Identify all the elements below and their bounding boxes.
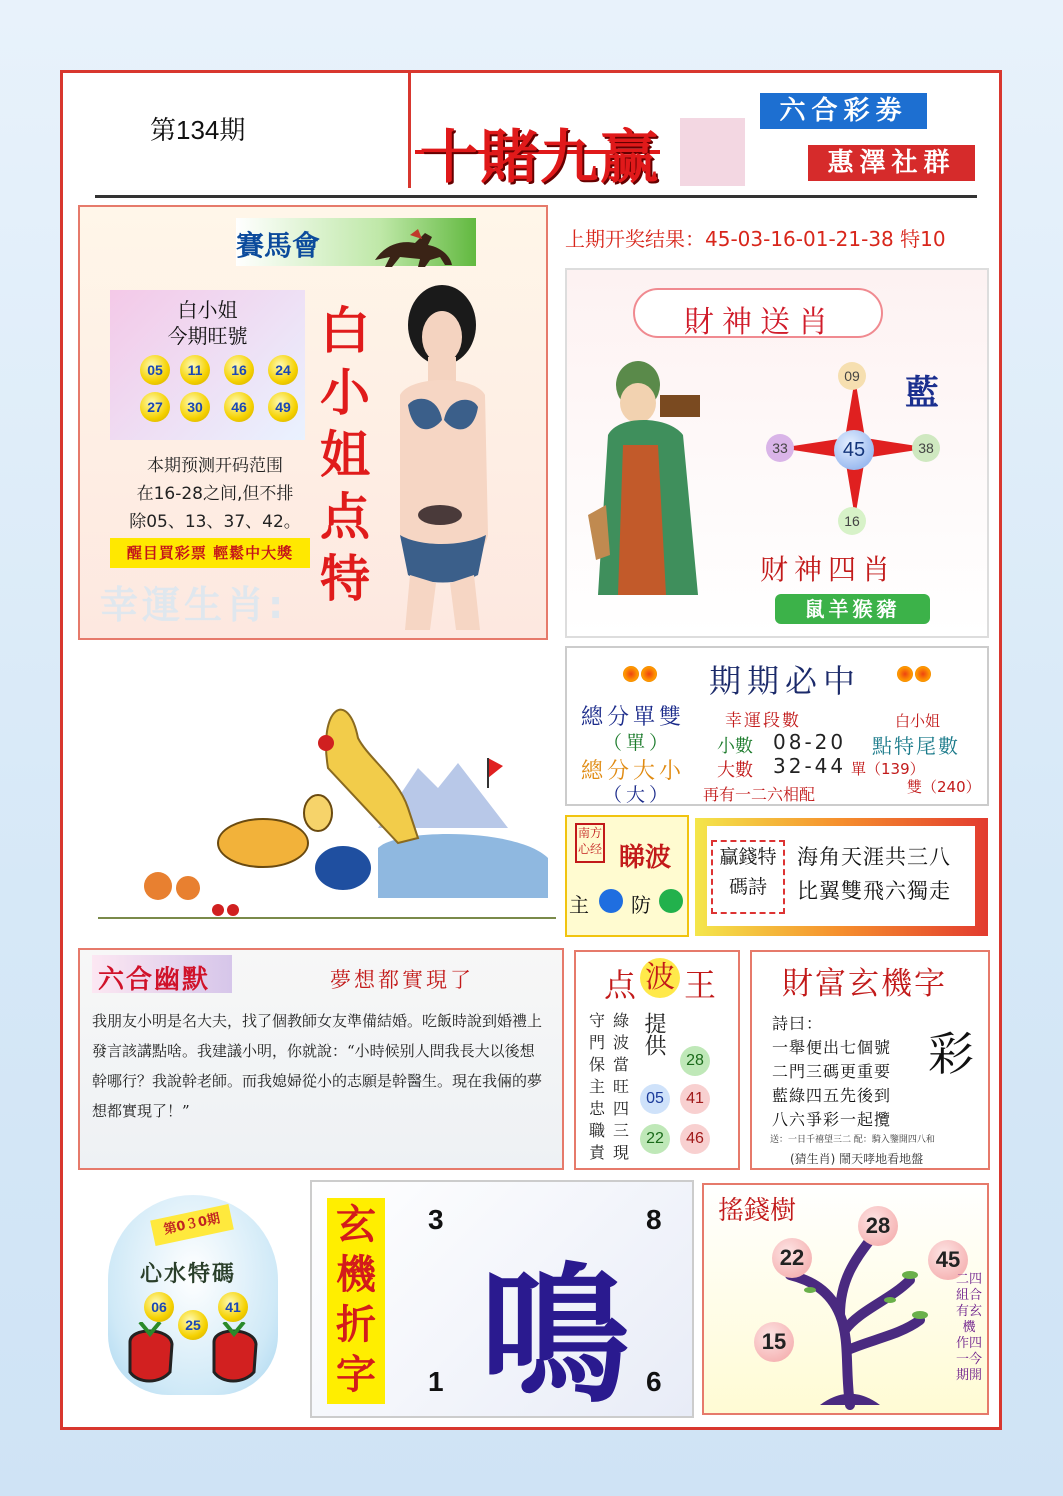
- mystery-note-2: (猜生肖) 鬧天哮地看地盤: [790, 1152, 924, 1166]
- prediction-line: 在16-28之间,但不排: [136, 484, 294, 504]
- stats-title: 期期必中: [709, 662, 862, 700]
- lucky-ball: 30: [180, 392, 210, 422]
- horse-icon: [370, 225, 470, 270]
- split-big-character: 鳴: [480, 1250, 631, 1424]
- main-label: 主: [569, 893, 589, 917]
- lucky-card-title-2: 今期旺號: [167, 324, 248, 348]
- title-decoration: [680, 118, 745, 186]
- side-char: 玄: [336, 1201, 376, 1248]
- vertical-title-char: 姐: [320, 425, 370, 484]
- heart-water-ball: 41: [218, 1292, 248, 1322]
- coin-icon: [623, 666, 639, 682]
- guard-green-ball: [659, 889, 683, 913]
- heart-water-title: 心水特碼: [140, 1261, 237, 1287]
- poem-line: 比翼雙飛六獨走: [797, 879, 951, 903]
- humor-heading: 夢想都實現了: [330, 968, 474, 992]
- mystery-poem: [772, 1012, 932, 1132]
- lucky-ball: 49: [268, 392, 298, 422]
- humor-body: 我朋友小明是名大夫，找了個教師女友準備結婚。吃飯時說到婚禮上發言該講點啥。我建議小明，你就說：“小時候别人問我長大以後想幹哪行？我說幹老師。而我媳婦從小的志願是幹醫生。現在我倆的夢想都實現了！”: [92, 1012, 543, 1120]
- bai-label: 白小姐: [895, 712, 941, 730]
- mystery-poem-line: 二門三碼更重要: [772, 1062, 892, 1081]
- double-tail-value: 雙（240）: [907, 778, 981, 796]
- odd-even-label: 總分單雙: [581, 705, 686, 730]
- badge-community: 惠澤社群: [808, 145, 975, 181]
- badge-lottery: 六合彩劵: [760, 93, 927, 129]
- vertical-title-char: 白: [320, 301, 370, 360]
- small-number-value: 08-20: [773, 730, 847, 754]
- compass-left-number: 33: [766, 434, 794, 462]
- last-draw-result: 上期开奖结果：45-03-16-01-21-38 特10: [565, 227, 946, 251]
- header-divider: [408, 70, 411, 188]
- wealth-god-banner-text: 財神送肖: [684, 305, 836, 340]
- guard-label: 防: [631, 893, 651, 917]
- mystery-big-char: 彩: [928, 1027, 974, 1081]
- four-zodiac-animals: 鼠羊猴豬: [775, 594, 930, 624]
- boxing-glove-icon: [120, 1322, 180, 1387]
- vertical-title-char: 小: [320, 363, 370, 422]
- big-number-value: 32-44: [773, 754, 847, 778]
- lucky-ball: 27: [140, 392, 170, 422]
- winning-poem-panel: [695, 818, 988, 936]
- corner-number-top-left: 3: [428, 1204, 444, 1235]
- boxing-glove-icon: [204, 1322, 264, 1387]
- luck-range-title: 幸運段數: [725, 711, 801, 731]
- coin-icon: [641, 666, 657, 682]
- money-tree-ball: 45: [928, 1240, 968, 1280]
- color-word: 藍: [905, 373, 939, 413]
- mystery-poem-line: 一舉便出七個號: [772, 1038, 892, 1057]
- four-zodiac-title: 财神四肖: [760, 553, 897, 586]
- corner-number-top-right: 8: [646, 1204, 662, 1235]
- wave-king-ball: 46: [680, 1124, 710, 1154]
- mystery-poem-intro: 詩曰：: [772, 1014, 824, 1033]
- winning-poem-text: [797, 840, 951, 908]
- odd-even-value: （單）: [603, 732, 673, 754]
- vertical-title: [320, 300, 370, 610]
- southern-tag: 南方心经: [575, 823, 605, 863]
- wave-king-offer: 提供: [641, 1012, 666, 1056]
- money-tree-ball: 22: [772, 1238, 812, 1278]
- faded-lucky-zodiac: 幸運生肖:: [100, 583, 288, 627]
- wave-king-ball: 41: [680, 1084, 710, 1114]
- vertical-title-char: 特: [320, 549, 370, 608]
- split-character-side-text: [327, 1200, 385, 1400]
- compass-bottom-number: 16: [838, 507, 866, 535]
- compass-center-number: 45: [834, 430, 874, 470]
- corner-number-bottom-right: 6: [646, 1366, 662, 1397]
- mystery-poem-line: 八六爭彩一起攬: [772, 1110, 892, 1129]
- issue-number: 第134期: [150, 115, 246, 145]
- lucky-ball: 24: [268, 355, 298, 385]
- coin-icon: [915, 666, 931, 682]
- stats-panel: [565, 646, 989, 806]
- wave-king-title-mid: 波: [640, 958, 680, 998]
- wave-watch-panel: [565, 815, 689, 937]
- main-blue-ball: [599, 889, 623, 913]
- humor-tag-text: 六合幽默: [98, 965, 211, 995]
- lucky-ball: 11: [180, 355, 210, 385]
- wave-king-ball: 05: [640, 1084, 670, 1114]
- big-number-label: 大數: [717, 760, 753, 781]
- compass-right-number: 38: [912, 434, 940, 462]
- wave-watch-title: 睇波: [619, 843, 672, 873]
- wave-king-title-left: 点: [604, 966, 637, 1004]
- money-tree-title: 搖錢樹: [718, 1196, 797, 1226]
- lucky-card-title-1: 白小姐: [177, 298, 238, 322]
- money-tree-ball: 28: [858, 1206, 898, 1246]
- small-number-label: 小數: [717, 736, 753, 757]
- wave-king-ball: 28: [680, 1046, 710, 1076]
- money-tree-ball: 15: [754, 1322, 794, 1362]
- wave-king-column-1: 守門保主忠職責: [588, 1011, 605, 1162]
- side-char: 折: [336, 1301, 376, 1348]
- header-rule: [95, 195, 977, 198]
- mystery-word-title: 財富玄機字: [782, 966, 947, 1002]
- humor-tag: [92, 955, 232, 993]
- wave-king-title-right: 王: [684, 966, 717, 1004]
- lucky-ball: 16: [224, 355, 254, 385]
- corner-number-bottom-left: 1: [428, 1366, 444, 1397]
- split-character-side-label: [327, 1198, 385, 1404]
- side-char: 機: [336, 1251, 376, 1298]
- money-tree-side-text: 二四組合有玄機 作四一今期開: [955, 1272, 982, 1383]
- turtle-cartoon: [78, 648, 556, 938]
- big-small-value: （大）: [603, 784, 673, 806]
- prediction-text: [120, 452, 310, 536]
- side-char: 字: [336, 1351, 376, 1398]
- tail-number-label: 點特尾數: [872, 734, 960, 758]
- mystery-note: 送：一日千禧望三二 配：騎入鑒開四八和: [770, 1135, 935, 1145]
- model-figure: [370, 285, 510, 635]
- wave-king-column-2: 綠波當旺四三現: [612, 1011, 629, 1162]
- poem-line: 海角天涯共三八: [797, 845, 951, 869]
- heart-water-ball: 25: [178, 1310, 208, 1340]
- wave-king-ball: 22: [640, 1124, 670, 1154]
- also-match-text: 再有一二六相配: [703, 785, 816, 804]
- vertical-title-char: 点: [320, 487, 370, 546]
- prediction-line: 除05、13、37、42。: [129, 512, 301, 532]
- compass-top-number: 09: [838, 362, 866, 390]
- heart-water-ball: 06: [144, 1292, 174, 1322]
- wealth-god-banner: [633, 288, 883, 338]
- coin-icon: [897, 666, 913, 682]
- lucky-ball: 46: [224, 392, 254, 422]
- wealth-god-figure: [588, 355, 718, 615]
- big-small-label: 總分大小: [581, 759, 686, 784]
- lucky-ball: 05: [140, 355, 170, 385]
- winning-poem-label: 贏錢特碼詩: [711, 840, 785, 914]
- mystery-poem-line: 藍綠四五先後到: [772, 1086, 892, 1105]
- winning-poem-inner: [707, 826, 975, 926]
- prediction-line: 本期预测开码范围: [147, 456, 283, 476]
- page-title: 十賭九赢: [420, 123, 661, 191]
- heart-water-issue-badge: 第0３0期: [150, 1204, 234, 1246]
- horse-banner-text: 賽馬會: [236, 229, 321, 262]
- single-tail-value: 單（139）: [851, 760, 925, 778]
- slogan-strip: 醒目買彩票 輕鬆中大獎: [110, 538, 310, 568]
